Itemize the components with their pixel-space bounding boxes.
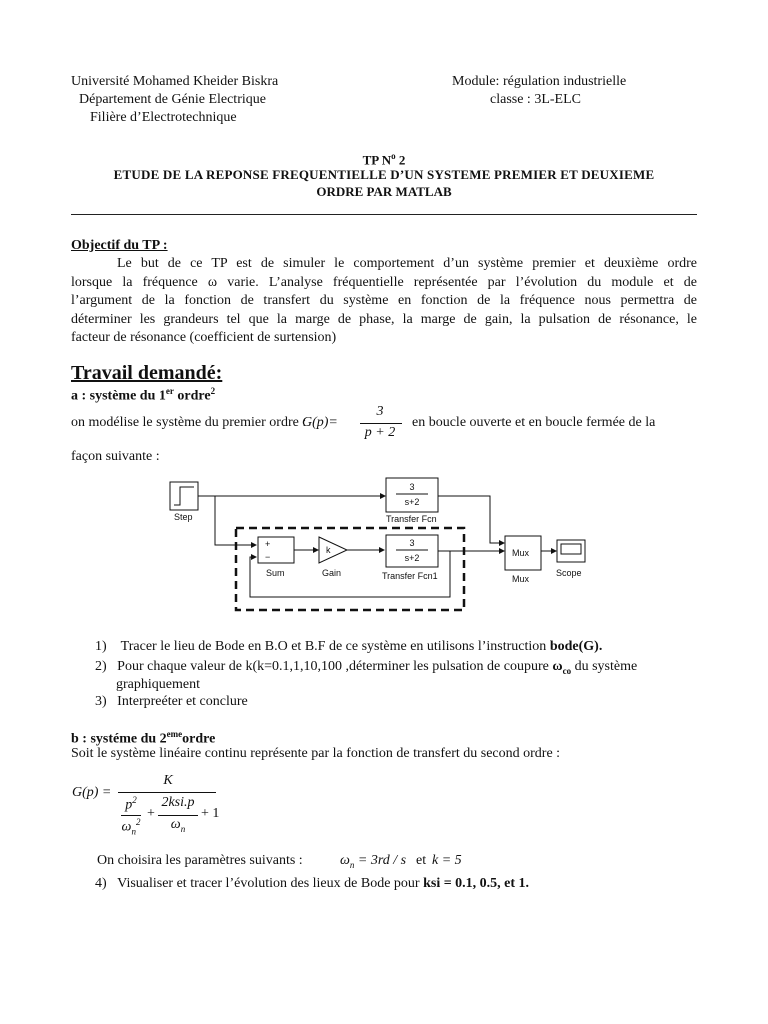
eq-plus1: + 1 xyxy=(201,806,220,821)
params-text: On choisira les paramètres suivants : xyxy=(97,853,303,868)
university-name: Université Mohamed Kheider Biskra xyxy=(71,74,279,89)
tf1-label: Transfer Fcn1 xyxy=(382,571,438,581)
step-label: Step xyxy=(174,512,193,522)
gain-block xyxy=(319,537,347,578)
task-3: 3) Interpreéter et conclure xyxy=(95,694,248,709)
task-4: 4) Visualiser et tracer l’évolution des lieux de Bode pour ksi = 0.1, 0.5, et 1. xyxy=(95,876,530,891)
part-a-eq-lhs: G(p)= xyxy=(302,415,338,430)
params-wn: $\omega_n = 3rd / s$ xyxy=(340,853,407,870)
part-a-text2: en boucle ouverte et en boucle fermée de la xyxy=(412,415,656,430)
objectif-line: Le but de ce TP est de simuler le comportement d’un système premier et deuxième ordre xyxy=(117,256,697,271)
part-a-fraction-bar xyxy=(360,423,402,424)
objectif-line: déterminer les grandeurs tel que la marge de phase, la marge de gain, la pulsation de résonance, le xyxy=(71,311,697,327)
filiere-name: Filière d’Electrotechnique xyxy=(90,110,237,125)
tf1-den: s+2 xyxy=(404,553,420,563)
scope-block xyxy=(556,540,585,578)
transfer-fcn-block xyxy=(386,478,438,524)
part-a-text3: façon suivante : xyxy=(71,449,160,464)
sum-minus: − xyxy=(265,552,271,562)
eq-2ksi: 2ksi.p xyxy=(161,795,195,810)
objectif-line: l’argument de la fonction de transfert du système en fonction de la fréquence nous permettra de xyxy=(71,293,697,308)
part-a-heading: a : système du 1er ordre$^2$ xyxy=(71,386,216,404)
sum-block xyxy=(258,537,294,578)
eq-p2-bar xyxy=(121,815,141,816)
objectif-line: facteur de résonance (coefficient de surtension) xyxy=(71,330,337,345)
eq-K: K xyxy=(163,773,173,788)
module-name: Module: régulation industrielle xyxy=(452,74,627,89)
title-line1: ETUDE DE LA REPONSE FREQUENTIELLE D’UN SYSTEME PREMIER ET DEUXIEME xyxy=(113,167,655,182)
eq-wn: $\omega_n$ xyxy=(170,817,186,834)
tf-top-num: 3 xyxy=(409,482,415,492)
transfer-fcn1-block xyxy=(382,535,438,581)
eq-2ksi-bar xyxy=(158,815,198,816)
part-a-text1: on modélise le système du premier ordre : xyxy=(71,415,307,430)
tf-top-label: Transfer Fcn xyxy=(386,514,437,524)
objectif-paragraph xyxy=(71,255,697,348)
gain-k: k xyxy=(326,545,331,555)
eq-p2: $p^2$ xyxy=(125,795,137,813)
part-a-eq-num: 3 xyxy=(376,404,384,419)
mux-label: Mux xyxy=(512,574,530,584)
task-2: 2) Pour chaque valeur de k(k=0.1,1,10,100 ,déterminer les pulsation de coupure $\omega_{co}$ du système xyxy=(95,659,638,676)
tp-number: TP $N^o$ 2 xyxy=(362,151,406,168)
sum-label: Sum xyxy=(266,568,285,578)
scope-label: Scope xyxy=(556,568,582,578)
gain-label: Gain xyxy=(322,568,342,578)
department-name: Département de Génie Electrique xyxy=(79,92,266,107)
class-name: classe : 3L-ELC xyxy=(490,92,581,107)
title-divider xyxy=(71,214,697,215)
params-k: k = 5 xyxy=(432,853,462,868)
objectif-line: lorsque la fréquence ω varie. L’analyse fréquentielle représentée par l’évolution du module et de xyxy=(71,274,697,290)
simulink-block-diagram xyxy=(160,475,600,625)
eq-wn2: $\omega_n^2$ xyxy=(121,817,141,837)
part-b-text: Soit le système linéaire continu représente par la fonction de transfert du second ordre : xyxy=(71,746,561,761)
step-block xyxy=(170,482,198,522)
mux-block xyxy=(505,536,541,584)
title-line2: ORDRE PAR MATLAB xyxy=(316,184,452,199)
tf-top-den: s+2 xyxy=(404,497,420,507)
task-1: 1) Tracer le lieu de Bode en B.O et B.F de ce système en utilisons l’instruction bode(G). xyxy=(95,639,603,654)
eq-lhs: G(p) = xyxy=(72,785,112,800)
travail-heading: Travail demandé: xyxy=(71,362,223,384)
part-b-heading: b : systéme du 2emeordre xyxy=(71,729,216,747)
mux-inner: Mux xyxy=(512,548,530,558)
objectif-heading: Objectif du TP : xyxy=(71,238,168,253)
eq-main-bar xyxy=(118,792,216,793)
part-a-eq-den: p + 2 xyxy=(364,425,396,440)
eq-plus: + xyxy=(147,806,155,821)
sum-plus: + xyxy=(265,539,271,549)
params-and: et xyxy=(416,853,427,868)
tf1-num: 3 xyxy=(409,538,415,548)
task-2-cont: graphiquement xyxy=(116,677,200,692)
